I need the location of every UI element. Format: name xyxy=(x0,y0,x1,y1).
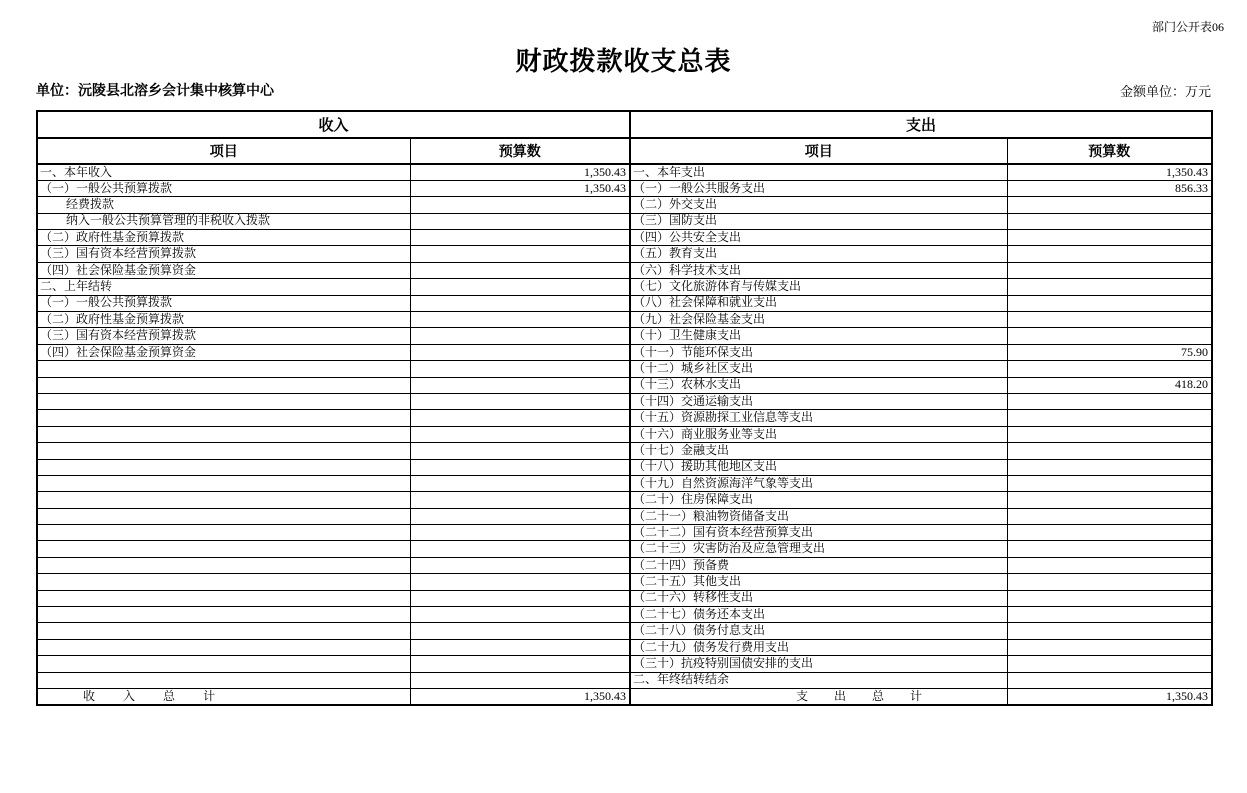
revenue-budget-cell xyxy=(410,557,630,573)
table-row xyxy=(37,295,1212,311)
revenue-item-cell: （一）一般公共预算拨款 xyxy=(37,295,410,311)
expenditure-item-cell: 二、年终结转结余 xyxy=(630,672,1007,688)
expenditure-budget-cell xyxy=(1007,279,1212,295)
expenditure-item-cell: （一）一般公共服务支出 xyxy=(630,180,1007,196)
revenue-budget-col-header: 预算数 xyxy=(410,138,630,164)
expenditure-item-cell: （十四）交通运输支出 xyxy=(630,393,1007,409)
expenditure-budget-cell xyxy=(1007,246,1212,262)
expenditure-budget-cell xyxy=(1007,672,1212,688)
table-row xyxy=(37,279,1212,295)
expenditure-item-cell: （六）科学技术支出 xyxy=(630,262,1007,278)
revenue-item-cell xyxy=(37,623,410,639)
expenditure-budget-cell xyxy=(1007,525,1212,541)
table-row xyxy=(37,361,1212,377)
revenue-budget-cell xyxy=(410,639,630,655)
expenditure-item-cell: （二十四）预备费 xyxy=(630,557,1007,573)
revenue-budget-cell xyxy=(410,361,630,377)
revenue-item-cell: （三）国有资本经营预算拨款 xyxy=(37,328,410,344)
expenditure-total-value: 1,350.43 xyxy=(1007,689,1212,705)
revenue-item-cell xyxy=(37,590,410,606)
expenditure-budget-col-header: 预算数 xyxy=(1007,138,1212,164)
table-body xyxy=(37,164,1212,705)
revenue-item-cell xyxy=(37,492,410,508)
expenditure-budget-cell xyxy=(1007,607,1212,623)
column-header-row xyxy=(37,138,1212,164)
revenue-budget-cell xyxy=(410,377,630,393)
revenue-item-cell xyxy=(37,361,410,377)
table-row xyxy=(37,459,1212,475)
expenditure-item-cell: （十八）援助其他地区支出 xyxy=(630,459,1007,475)
expenditure-item-cell: （九）社会保险基金支出 xyxy=(630,312,1007,328)
table-row xyxy=(37,426,1212,442)
table-row xyxy=(37,443,1212,459)
expenditure-item-cell: （二十六）转移性支出 xyxy=(630,590,1007,606)
table-row xyxy=(37,344,1212,360)
expenditure-budget-cell xyxy=(1007,639,1212,655)
table-row xyxy=(37,623,1212,639)
expenditure-budget-cell xyxy=(1007,361,1212,377)
expenditure-item-cell: （四）公共安全支出 xyxy=(630,230,1007,246)
expenditure-item-cell: （十七）金融支出 xyxy=(630,443,1007,459)
revenue-budget-cell xyxy=(410,475,630,491)
revenue-budget-cell xyxy=(410,262,630,278)
revenue-item-cell: （二）政府性基金预算拨款 xyxy=(37,312,410,328)
expenditure-budget-cell xyxy=(1007,230,1212,246)
expenditure-item-cell: （十一）节能环保支出 xyxy=(630,344,1007,360)
table-row xyxy=(37,262,1212,278)
revenue-item-cell xyxy=(37,508,410,524)
revenue-item-cell xyxy=(37,426,410,442)
revenue-item-cell: （四）社会保险基金预算资金 xyxy=(37,262,410,278)
table-row xyxy=(37,328,1212,344)
revenue-item-cell: （一）一般公共预算拨款 xyxy=(37,180,410,196)
revenue-budget-cell xyxy=(410,197,630,213)
revenue-item-cell: （二）政府性基金预算拨款 xyxy=(37,230,410,246)
expenditure-item-cell: （十九）自然资源海洋气象等支出 xyxy=(630,475,1007,491)
revenue-total-label: 收入总计 xyxy=(37,689,410,705)
expenditure-item-cell: （十三）农林水支出 xyxy=(630,377,1007,393)
expenditure-budget-cell: 1,350.43 xyxy=(1007,164,1212,180)
revenue-budget-cell xyxy=(410,590,630,606)
expenditure-item-cell: （五）教育支出 xyxy=(630,246,1007,262)
expenditure-budget-cell xyxy=(1007,312,1212,328)
revenue-budget-cell xyxy=(410,492,630,508)
revenue-item-cell xyxy=(37,607,410,623)
table-row xyxy=(37,557,1212,573)
table-row xyxy=(37,246,1212,262)
budget-table xyxy=(36,110,1213,706)
expenditure-item-cell: （二十三）灾害防治及应急管理支出 xyxy=(630,541,1007,557)
expenditure-item-cell: （二十五）其他支出 xyxy=(630,574,1007,590)
page-title: 财政拨款收支总表 xyxy=(515,47,732,76)
expenditure-budget-cell xyxy=(1007,459,1212,475)
table-row xyxy=(37,213,1212,229)
revenue-item-cell xyxy=(37,475,410,491)
expenditure-item-cell: （十）卫生健康支出 xyxy=(630,328,1007,344)
revenue-budget-cell xyxy=(410,312,630,328)
table-row xyxy=(37,656,1212,672)
revenue-item-cell xyxy=(37,459,410,475)
amount-unit-label: 金额单位：万元 xyxy=(1119,84,1211,99)
expenditure-budget-cell xyxy=(1007,623,1212,639)
revenue-budget-cell xyxy=(410,393,630,409)
revenue-budget-cell xyxy=(410,344,630,360)
expenditure-budget-cell xyxy=(1007,426,1212,442)
expenditure-budget-cell: 75.90 xyxy=(1007,344,1212,360)
expenditure-item-cell: （八）社会保障和就业支出 xyxy=(630,295,1007,311)
revenue-item-cell xyxy=(37,410,410,426)
revenue-item-cell: 二、上年结转 xyxy=(37,279,410,295)
expenditure-section-header: 支出 xyxy=(630,111,1212,138)
table-row xyxy=(37,541,1212,557)
expenditure-budget-cell xyxy=(1007,508,1212,524)
expenditure-budget-cell xyxy=(1007,443,1212,459)
revenue-item-cell xyxy=(37,574,410,590)
expenditure-budget-cell xyxy=(1007,213,1212,229)
expenditure-item-cell: （二十八）债务付息支出 xyxy=(630,623,1007,639)
revenue-budget-cell xyxy=(410,656,630,672)
revenue-budget-cell xyxy=(410,607,630,623)
total-row xyxy=(37,689,1212,705)
meta-row xyxy=(36,80,1211,100)
revenue-item-cell xyxy=(37,672,410,688)
revenue-budget-cell xyxy=(410,328,630,344)
revenue-item-cell xyxy=(37,377,410,393)
section-header-row xyxy=(37,111,1212,138)
table-row xyxy=(37,393,1212,409)
revenue-budget-cell xyxy=(410,508,630,524)
table-row xyxy=(37,574,1212,590)
revenue-total-value: 1,350.43 xyxy=(410,689,630,705)
revenue-item-cell: 一、本年收入 xyxy=(37,164,410,180)
expenditure-budget-cell xyxy=(1007,574,1212,590)
expenditure-budget-cell xyxy=(1007,328,1212,344)
expenditure-item-cell: （十六）商业服务业等支出 xyxy=(630,426,1007,442)
revenue-budget-cell xyxy=(410,525,630,541)
revenue-budget-cell xyxy=(410,410,630,426)
expenditure-budget-cell xyxy=(1007,197,1212,213)
expenditure-budget-cell: 418.20 xyxy=(1007,377,1212,393)
doc-code-label: 部门公开表06 xyxy=(1151,20,1224,34)
revenue-budget-cell xyxy=(410,426,630,442)
revenue-budget-cell: 1,350.43 xyxy=(410,180,630,196)
revenue-budget-cell xyxy=(410,443,630,459)
revenue-budget-cell xyxy=(410,279,630,295)
revenue-budget-cell xyxy=(410,623,630,639)
unit-label: 单位：沅陵县北溶乡会计集中核算中心 xyxy=(36,84,274,99)
expenditure-item-cell: （二十七）债务还本支出 xyxy=(630,607,1007,623)
table-row xyxy=(37,312,1212,328)
revenue-item-cell xyxy=(37,541,410,557)
table-row xyxy=(37,410,1212,426)
revenue-budget-cell xyxy=(410,459,630,475)
revenue-item-cell: 经费拨款 xyxy=(37,197,410,213)
table-row xyxy=(37,492,1212,508)
expenditure-item-cell: （三十）抗疫特别国债安排的支出 xyxy=(630,656,1007,672)
revenue-item-cell: （四）社会保险基金预算资金 xyxy=(37,344,410,360)
expenditure-item-cell: （二十九）债务发行费用支出 xyxy=(630,639,1007,655)
table-row xyxy=(37,197,1212,213)
revenue-item-cell xyxy=(37,557,410,573)
expenditure-budget-cell xyxy=(1007,541,1212,557)
expenditure-budget-cell: 856.33 xyxy=(1007,180,1212,196)
table-row xyxy=(37,607,1212,623)
table-row xyxy=(37,525,1212,541)
revenue-item-cell xyxy=(37,639,410,655)
revenue-budget-cell xyxy=(410,672,630,688)
expenditure-budget-cell xyxy=(1007,557,1212,573)
revenue-item-cell xyxy=(37,443,410,459)
expenditure-item-cell: （二十二）国有资本经营预算支出 xyxy=(630,525,1007,541)
table-row xyxy=(37,180,1212,196)
expenditure-item-cell: （十二）城乡社区支出 xyxy=(630,361,1007,377)
revenue-item-cell: 纳入一般公共预算管理的非税收入拨款 xyxy=(37,213,410,229)
revenue-budget-cell xyxy=(410,541,630,557)
revenue-item-cell xyxy=(37,525,410,541)
expenditure-budget-cell xyxy=(1007,590,1212,606)
expenditure-item-cell: （二）外交支出 xyxy=(630,197,1007,213)
revenue-budget-cell xyxy=(410,230,630,246)
revenue-budget-cell xyxy=(410,295,630,311)
table-row xyxy=(37,230,1212,246)
expenditure-item-cell: （二十一）粮油物资储备支出 xyxy=(630,508,1007,524)
expenditure-budget-cell xyxy=(1007,656,1212,672)
expenditure-item-cell: 一、本年支出 xyxy=(630,164,1007,180)
expenditure-item-cell: （十五）资源勘探工业信息等支出 xyxy=(630,410,1007,426)
expenditure-budget-cell xyxy=(1007,393,1212,409)
expenditure-item-cell: （二十）住房保障支出 xyxy=(630,492,1007,508)
expenditure-budget-cell xyxy=(1007,475,1212,491)
revenue-budget-cell xyxy=(410,574,630,590)
revenue-budget-cell xyxy=(410,213,630,229)
table-row xyxy=(37,377,1212,393)
expenditure-total-label: 支出总计 xyxy=(630,689,1007,705)
expenditure-item-cell: （三）国防支出 xyxy=(630,213,1007,229)
expenditure-item-cell: （七）文化旅游体育与传媒支出 xyxy=(630,279,1007,295)
expenditure-item-col-header: 项目 xyxy=(630,138,1007,164)
expenditure-budget-cell xyxy=(1007,262,1212,278)
table-row xyxy=(37,475,1212,491)
revenue-budget-cell xyxy=(410,246,630,262)
revenue-section-header: 收入 xyxy=(37,111,630,138)
revenue-item-col-header: 项目 xyxy=(37,138,410,164)
revenue-item-cell: （三）国有资本经营预算拨款 xyxy=(37,246,410,262)
table-row xyxy=(37,672,1212,688)
expenditure-budget-cell xyxy=(1007,410,1212,426)
expenditure-budget-cell xyxy=(1007,492,1212,508)
table-row xyxy=(37,639,1212,655)
revenue-item-cell xyxy=(37,656,410,672)
expenditure-budget-cell xyxy=(1007,295,1212,311)
table-row xyxy=(37,590,1212,606)
revenue-item-cell xyxy=(37,393,410,409)
table-row xyxy=(37,164,1212,180)
table-row xyxy=(37,508,1212,524)
revenue-budget-cell: 1,350.43 xyxy=(410,164,630,180)
